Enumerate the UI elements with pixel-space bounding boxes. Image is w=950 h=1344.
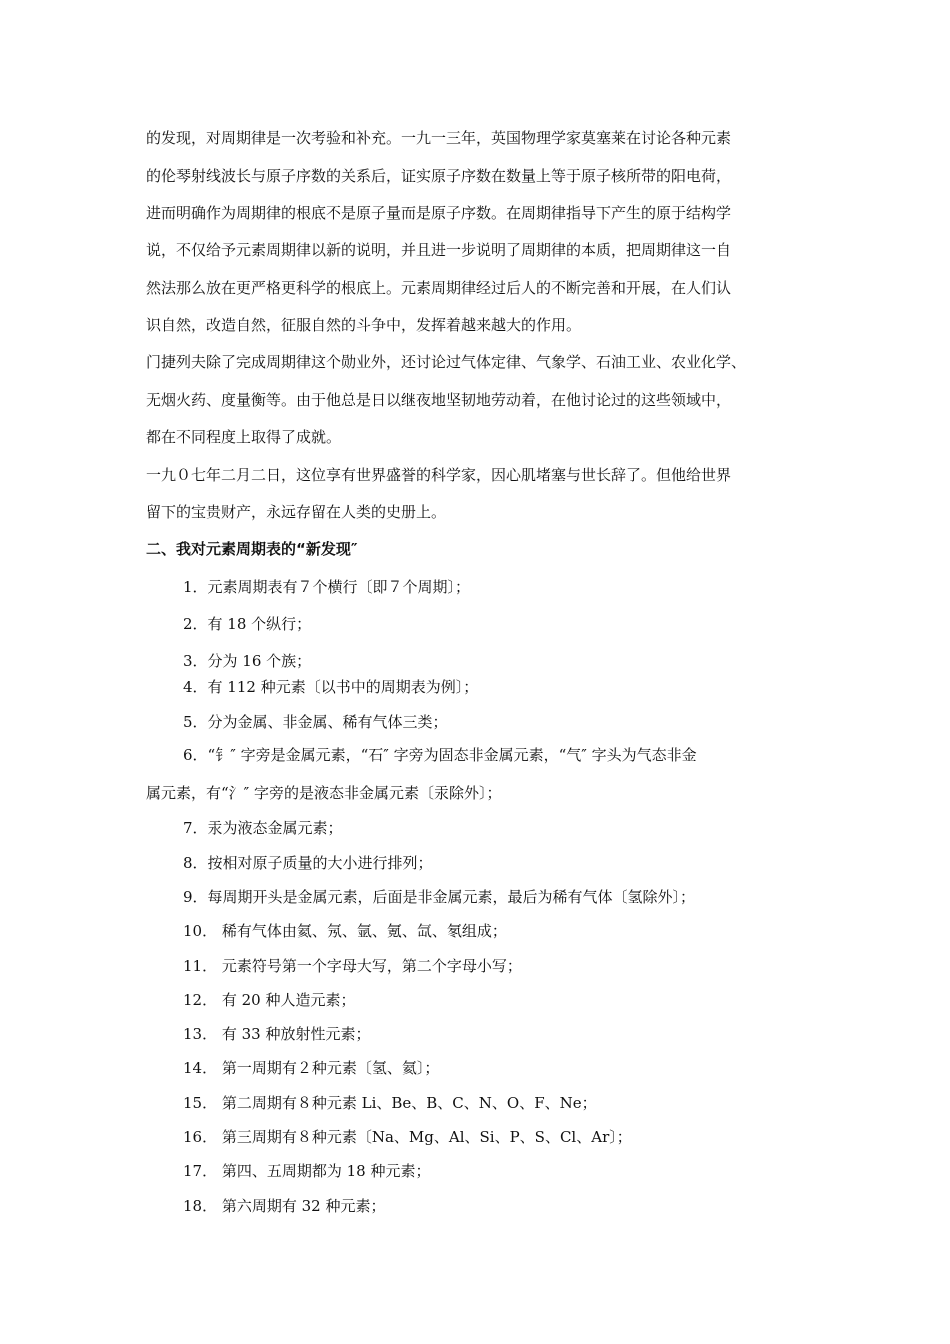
paragraph-line: 进而明确作为周期律的根底不是原子量而是原子序数。在周期律指导下产生的原于结构学 [146,204,732,222]
list-item: 9．每周期开头是金属元素，后面是非金属元素，最后为稀有气体〔氢除外〕； [183,888,696,906]
paragraph-line: 说，不仅给予元素周期律以新的说明，并且进一步说明了周期律的本质，把周期律这一自 [146,241,732,259]
paragraph-line: 识自然，改造自然，征服自然的斗争中，发挥着越来越大的作用。 [146,316,582,334]
paragraph-line: 都在不同程度上取得了成就。 [146,428,342,446]
list-item: 5．分为金属、非金属、稀有气体三类； [183,713,448,731]
section-heading: 二、我对元素周期表的“新发现″ [146,540,358,558]
list-item: 8．按相对原子质量的大小进行排列； [183,854,433,872]
list-item: 6．“钅″ 字旁是金属元素，“石″ 字旁为固态非金属元素，“气″ 字头为气态非金 [183,746,697,764]
paragraph-line: 门捷列夫除了完成周期律这个勋业外，还讨论过气体定律、气象学、石油工业、农业化学、 [146,353,747,371]
paragraph-line: 无烟火药、度量衡等。由于他总是日以继夜地坚韧地劳动着，在他讨论过的这些领域中， [146,391,732,409]
list-item-continuation: 属元素，有“氵″ 字旁的是液态非金属元素〔汞除外〕； [146,784,502,802]
list-item: 13． 有 33 种放射性元素； [183,1025,371,1043]
list-item: 7．汞为液态金属元素； [183,819,343,837]
list-item: 12． 有 20 种人造元素； [183,991,356,1009]
list-item: 4．有 112 种元素〔以书中的周期表为例〕； [183,678,479,696]
list-item: 10． 稀有气体由氦、氖、氩、氪、氙、氡组成； [183,922,507,940]
list-item: 18． 第六周期有 32 种元素； [183,1197,386,1215]
paragraph-line: 一九０七年二月二日，这位享有世界盛誉的科学家，因心肌堵塞与世长辞了。但他给世界 [146,466,732,484]
list-item: 2．有 18 个纵行； [183,615,312,633]
paragraph-line: 留下的宝贵财产，永远存留在人类的史册上。 [146,503,447,521]
list-item: 3．分为 16 个族； [183,652,312,670]
list-item: 17． 第四、五周期都为 18 种元素； [183,1162,431,1180]
paragraph-line: 的发现，对周期律是一次考验和补充。一九一三年，英国物理学家莫塞莱在讨论各种元素 [146,129,732,147]
list-item: 1．元素周期表有７个横行〔即７个周期〕； [183,578,471,596]
list-item: 15． 第二周期有８种元素 Li、Be、B、C、N、O、F、Ne； [183,1094,597,1112]
paragraph-line: 的伦琴射线波长与原子序数的关系后，证实原子序数在数量上等于原子核所带的阳电荷， [146,167,732,185]
list-item: 14． 第一周期有２种元素〔氢、氦〕； [183,1059,440,1077]
list-item: 11． 元素符号第一个字母大写，第二个字母小写； [183,957,522,975]
list-item: 16． 第三周期有８种元素〔Na、Mg、Al、Si、P、S、Cl、Ar〕； [183,1128,632,1146]
paragraph-line: 然法那么放在更严格更科学的根底上。元素周期律经过后人的不断完善和开展，在人们认 [146,279,732,297]
